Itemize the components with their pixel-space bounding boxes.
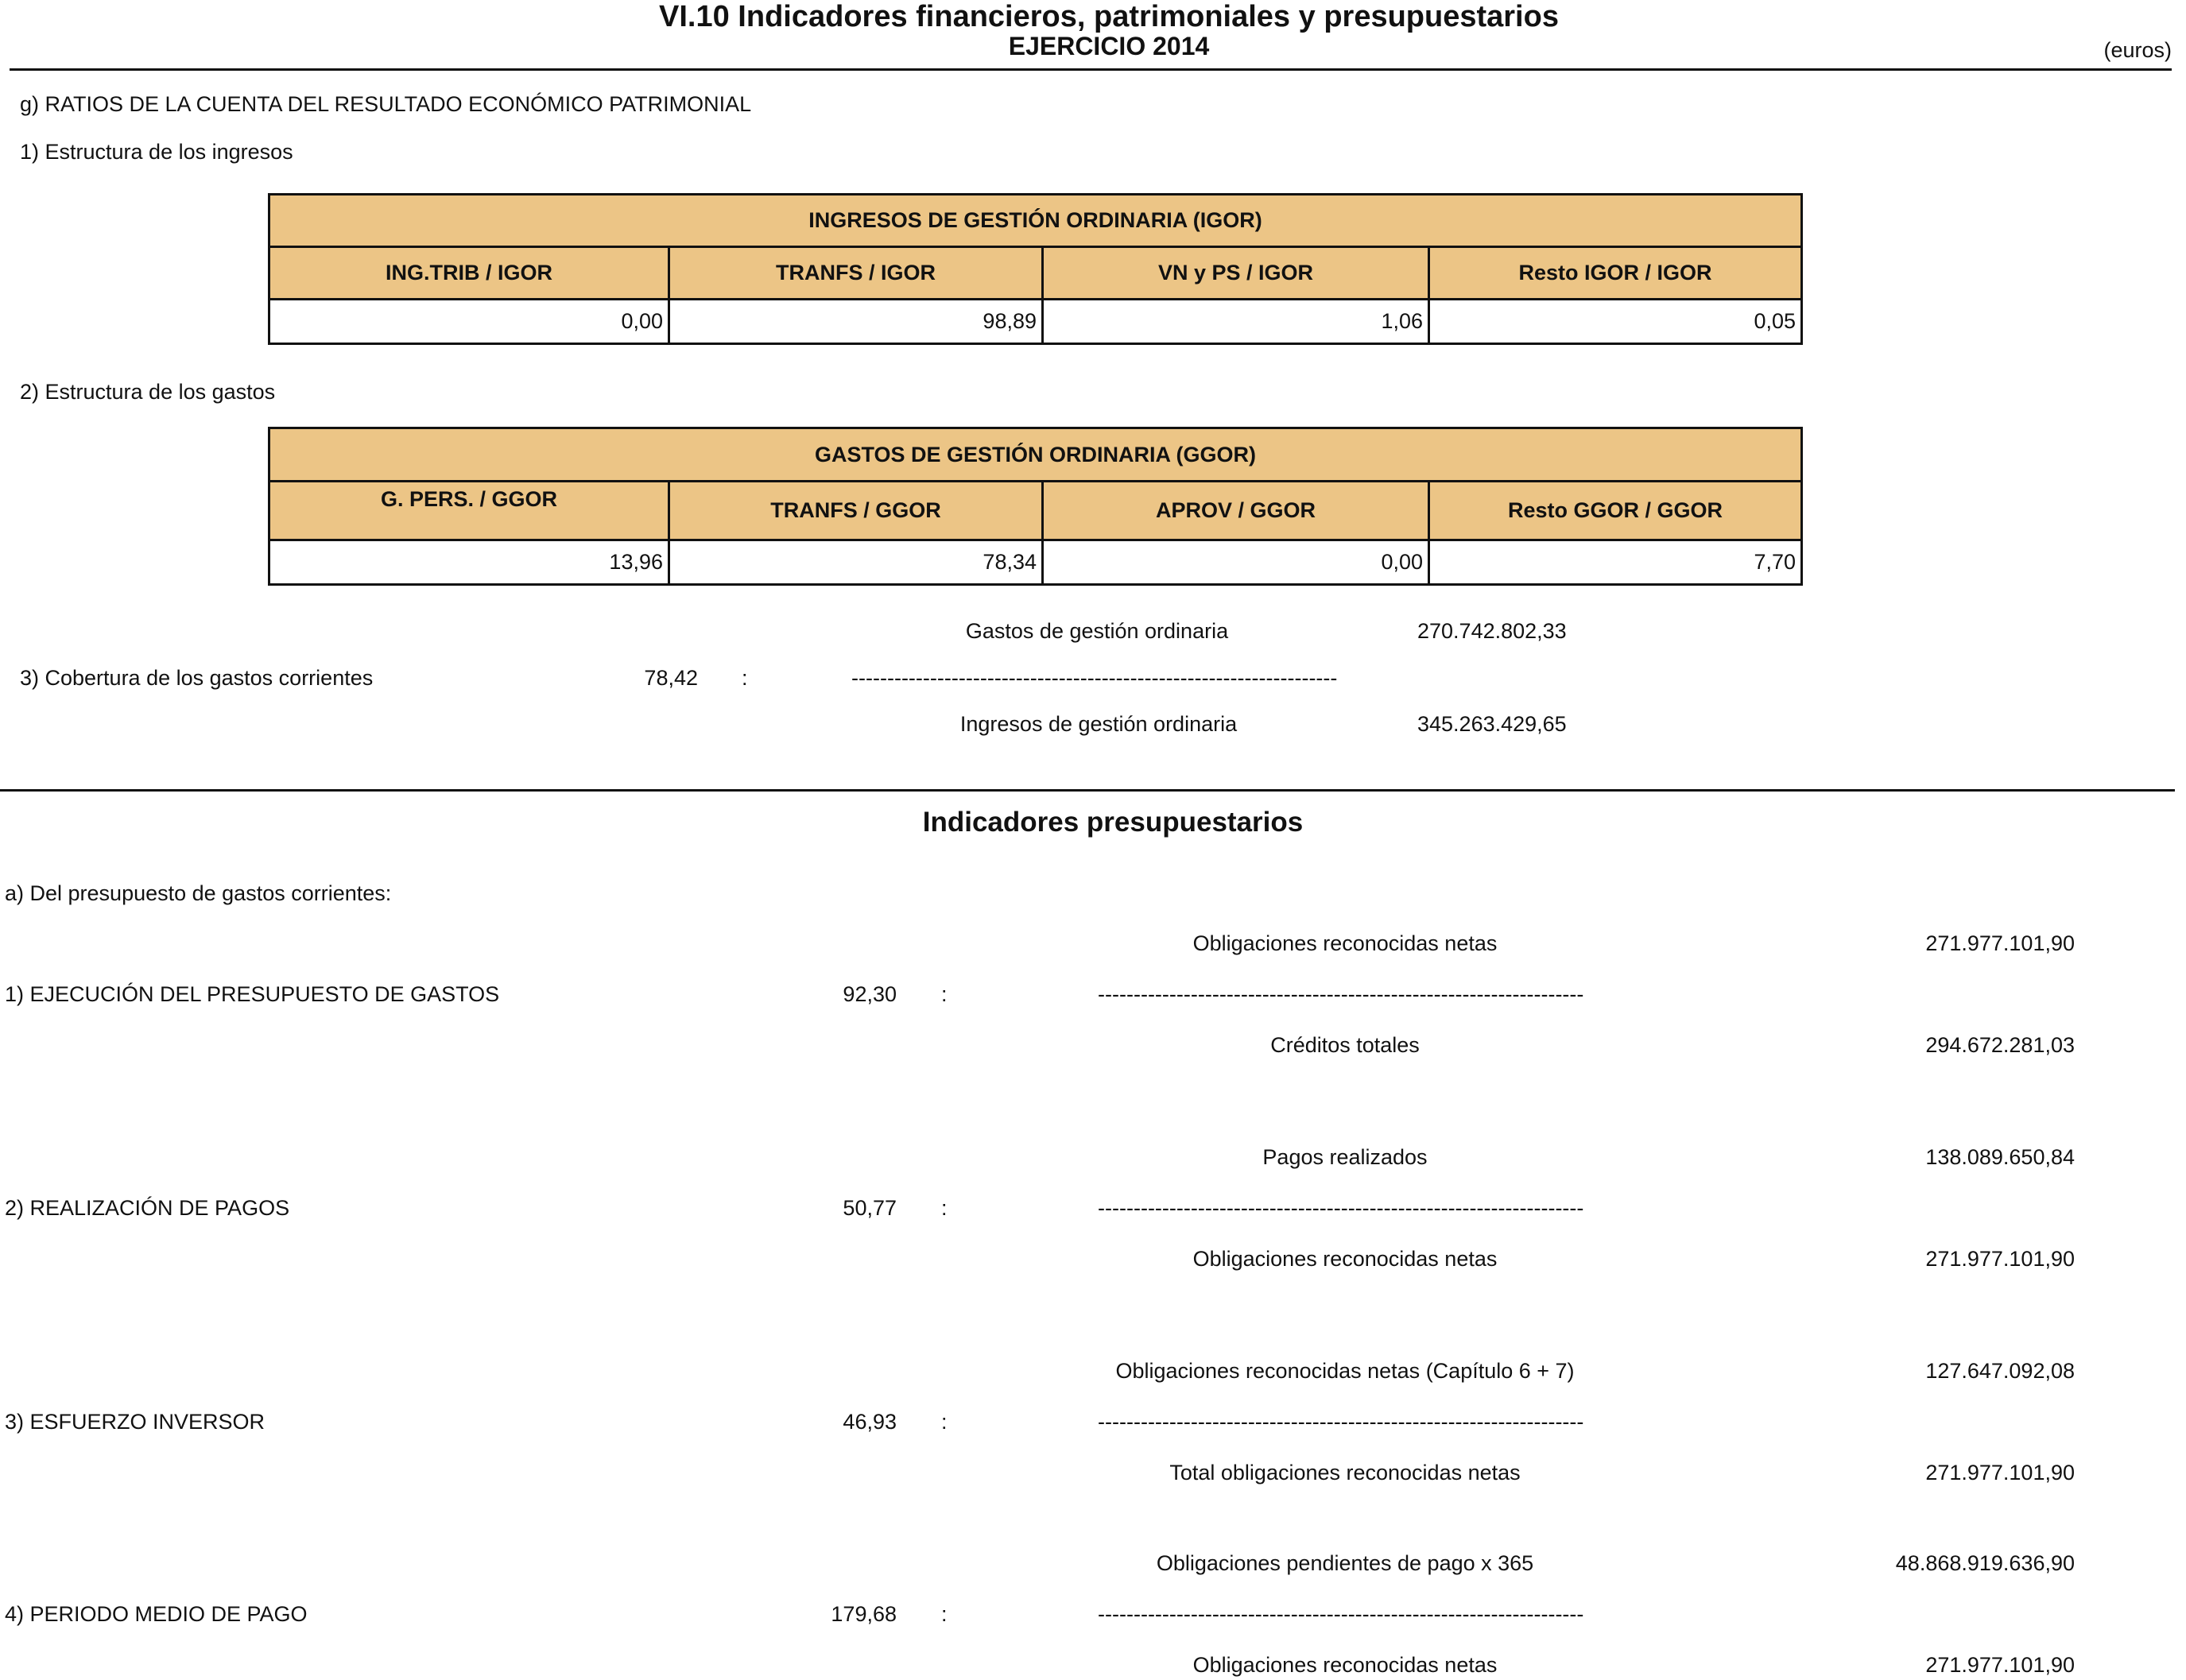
indicator-denominator-label: Total obligaciones reconocidas netas xyxy=(1169,1461,1521,1485)
indicator-value: 50,77 xyxy=(843,1196,897,1220)
ingresos-value: 0,05 xyxy=(1429,300,1802,344)
indicator-value: 179,68 xyxy=(831,1602,897,1626)
indicator-denominator-value: 271.977.101,90 xyxy=(1925,1461,2075,1485)
section-divider xyxy=(0,789,2175,792)
indicator-numerator-label: Obligaciones pendientes de pago x 365 xyxy=(1156,1551,1534,1575)
gastos-value: 7,70 xyxy=(1429,540,1802,585)
ingresos-table xyxy=(268,193,1803,345)
presupuestarios-heading: Indicadores presupuestarios xyxy=(922,807,1304,838)
gastos-value: 13,96 xyxy=(269,540,669,585)
ingresos-col-header: ING.TRIB / IGOR xyxy=(269,247,669,300)
indicator-dashes: -------------------------------------------------------------------- xyxy=(1098,1410,1584,1434)
gastos-label: 2) Estructura de los gastos xyxy=(20,380,276,404)
gastos-value: 0,00 xyxy=(1043,540,1429,585)
cobertura-label: 3) Cobertura de los gastos corrientes xyxy=(20,666,374,690)
page-title: VI.10 Indicadores financieros, patrimoniales y presupuestarios xyxy=(659,0,1559,33)
cobertura-denominator-value: 345.263.429,65 xyxy=(1417,712,1567,736)
indicator-dashes: -------------------------------------------------------------------- xyxy=(1098,1196,1584,1220)
indicator-numerator-label: Obligaciones reconocidas netas (Capítulo 6 + 7) xyxy=(1115,1359,1575,1383)
ingresos-value: 1,06 xyxy=(1043,300,1429,344)
indicator-denominator-label: Obligaciones reconocidas netas xyxy=(1192,1247,1498,1271)
indicator-denominator-label: Obligaciones reconocidas netas xyxy=(1192,1653,1498,1677)
indicator-numerator-value: 138.089.650,84 xyxy=(1925,1145,2075,1169)
cobertura-dashes: -------------------------------------------------------------------- xyxy=(851,666,1338,690)
gastos-col-header: Resto GGOR / GGOR xyxy=(1429,482,1802,540)
gastos-table-title: GASTOS DE GESTIÓN ORDINARIA (GGOR) xyxy=(269,428,1802,482)
cobertura-numerator-label: Gastos de gestión ordinaria xyxy=(965,619,1229,643)
gastos-table xyxy=(268,427,1803,586)
indicator-colon: : xyxy=(941,1410,948,1434)
ingresos-table-title: INGRESOS DE GESTIÓN ORDINARIA (IGOR) xyxy=(269,195,1802,247)
cobertura-value: 78,42 xyxy=(644,666,698,690)
indicator-denominator-value: 271.977.101,90 xyxy=(1925,1247,2075,1271)
indicator-numerator-label: Pagos realizados xyxy=(1262,1145,1428,1169)
gastos-col-header: APROV / GGOR xyxy=(1043,482,1429,540)
indicator-label: 4) PERIODO MEDIO DE PAGO xyxy=(5,1602,308,1626)
ingresos-value: 0,00 xyxy=(269,300,669,344)
cobertura-colon: : xyxy=(742,666,748,690)
ingresos-col-header: VN y PS / IGOR xyxy=(1043,247,1429,300)
indicator-numerator-value: 127.647.092,08 xyxy=(1925,1359,2075,1383)
indicator-colon: : xyxy=(941,982,948,1006)
page-subtitle: EJERCICIO 2014 xyxy=(1008,32,1210,60)
gastos-value: 78,34 xyxy=(669,540,1043,585)
indicator-denominator-value: 271.977.101,90 xyxy=(1925,1653,2075,1677)
indicator-label: 1) EJECUCIÓN DEL PRESUPUESTO DE GASTOS xyxy=(5,982,500,1006)
ingresos-value: 98,89 xyxy=(669,300,1043,344)
indicator-denominator-label: Créditos totales xyxy=(1270,1033,1420,1057)
cobertura-numerator-value: 270.742.802,33 xyxy=(1417,619,1567,643)
indicator-dashes: -------------------------------------------------------------------- xyxy=(1098,1602,1584,1626)
gastos-col-header: TRANFS / GGOR xyxy=(669,482,1043,540)
section-g-heading: g) RATIOS DE LA CUENTA DEL RESULTADO ECONÓMICO PATRIMONIAL xyxy=(20,92,752,116)
header-divider xyxy=(10,68,2172,71)
indicator-value: 46,93 xyxy=(843,1410,897,1434)
ingresos-col-header: Resto IGOR / IGOR xyxy=(1429,247,1802,300)
indicator-label: 3) ESFUERZO INVERSOR xyxy=(5,1410,265,1434)
cobertura-denominator-label: Ingresos de gestión ordinaria xyxy=(959,712,1238,736)
units-label: (euros) xyxy=(2103,38,2172,62)
gastos-col-header: G. PERS. / GGOR xyxy=(269,482,669,540)
ingresos-col-header: TRANFS / IGOR xyxy=(669,247,1043,300)
indicator-numerator-label: Obligaciones reconocidas netas xyxy=(1192,931,1498,955)
ingresos-label: 1) Estructura de los ingresos xyxy=(20,140,293,164)
presupuestarios-sub-heading: a) Del presupuesto de gastos corrientes: xyxy=(5,881,392,905)
indicator-denominator-value: 294.672.281,03 xyxy=(1925,1033,2075,1057)
indicator-value: 92,30 xyxy=(843,982,897,1006)
indicator-dashes: -------------------------------------------------------------------- xyxy=(1098,982,1584,1006)
indicator-numerator-value: 48.868.919.636,90 xyxy=(1895,1551,2075,1575)
indicator-colon: : xyxy=(941,1196,948,1220)
indicator-numerator-value: 271.977.101,90 xyxy=(1925,931,2075,955)
indicator-colon: : xyxy=(941,1602,948,1626)
indicator-label: 2) REALIZACIÓN DE PAGOS xyxy=(5,1196,290,1220)
